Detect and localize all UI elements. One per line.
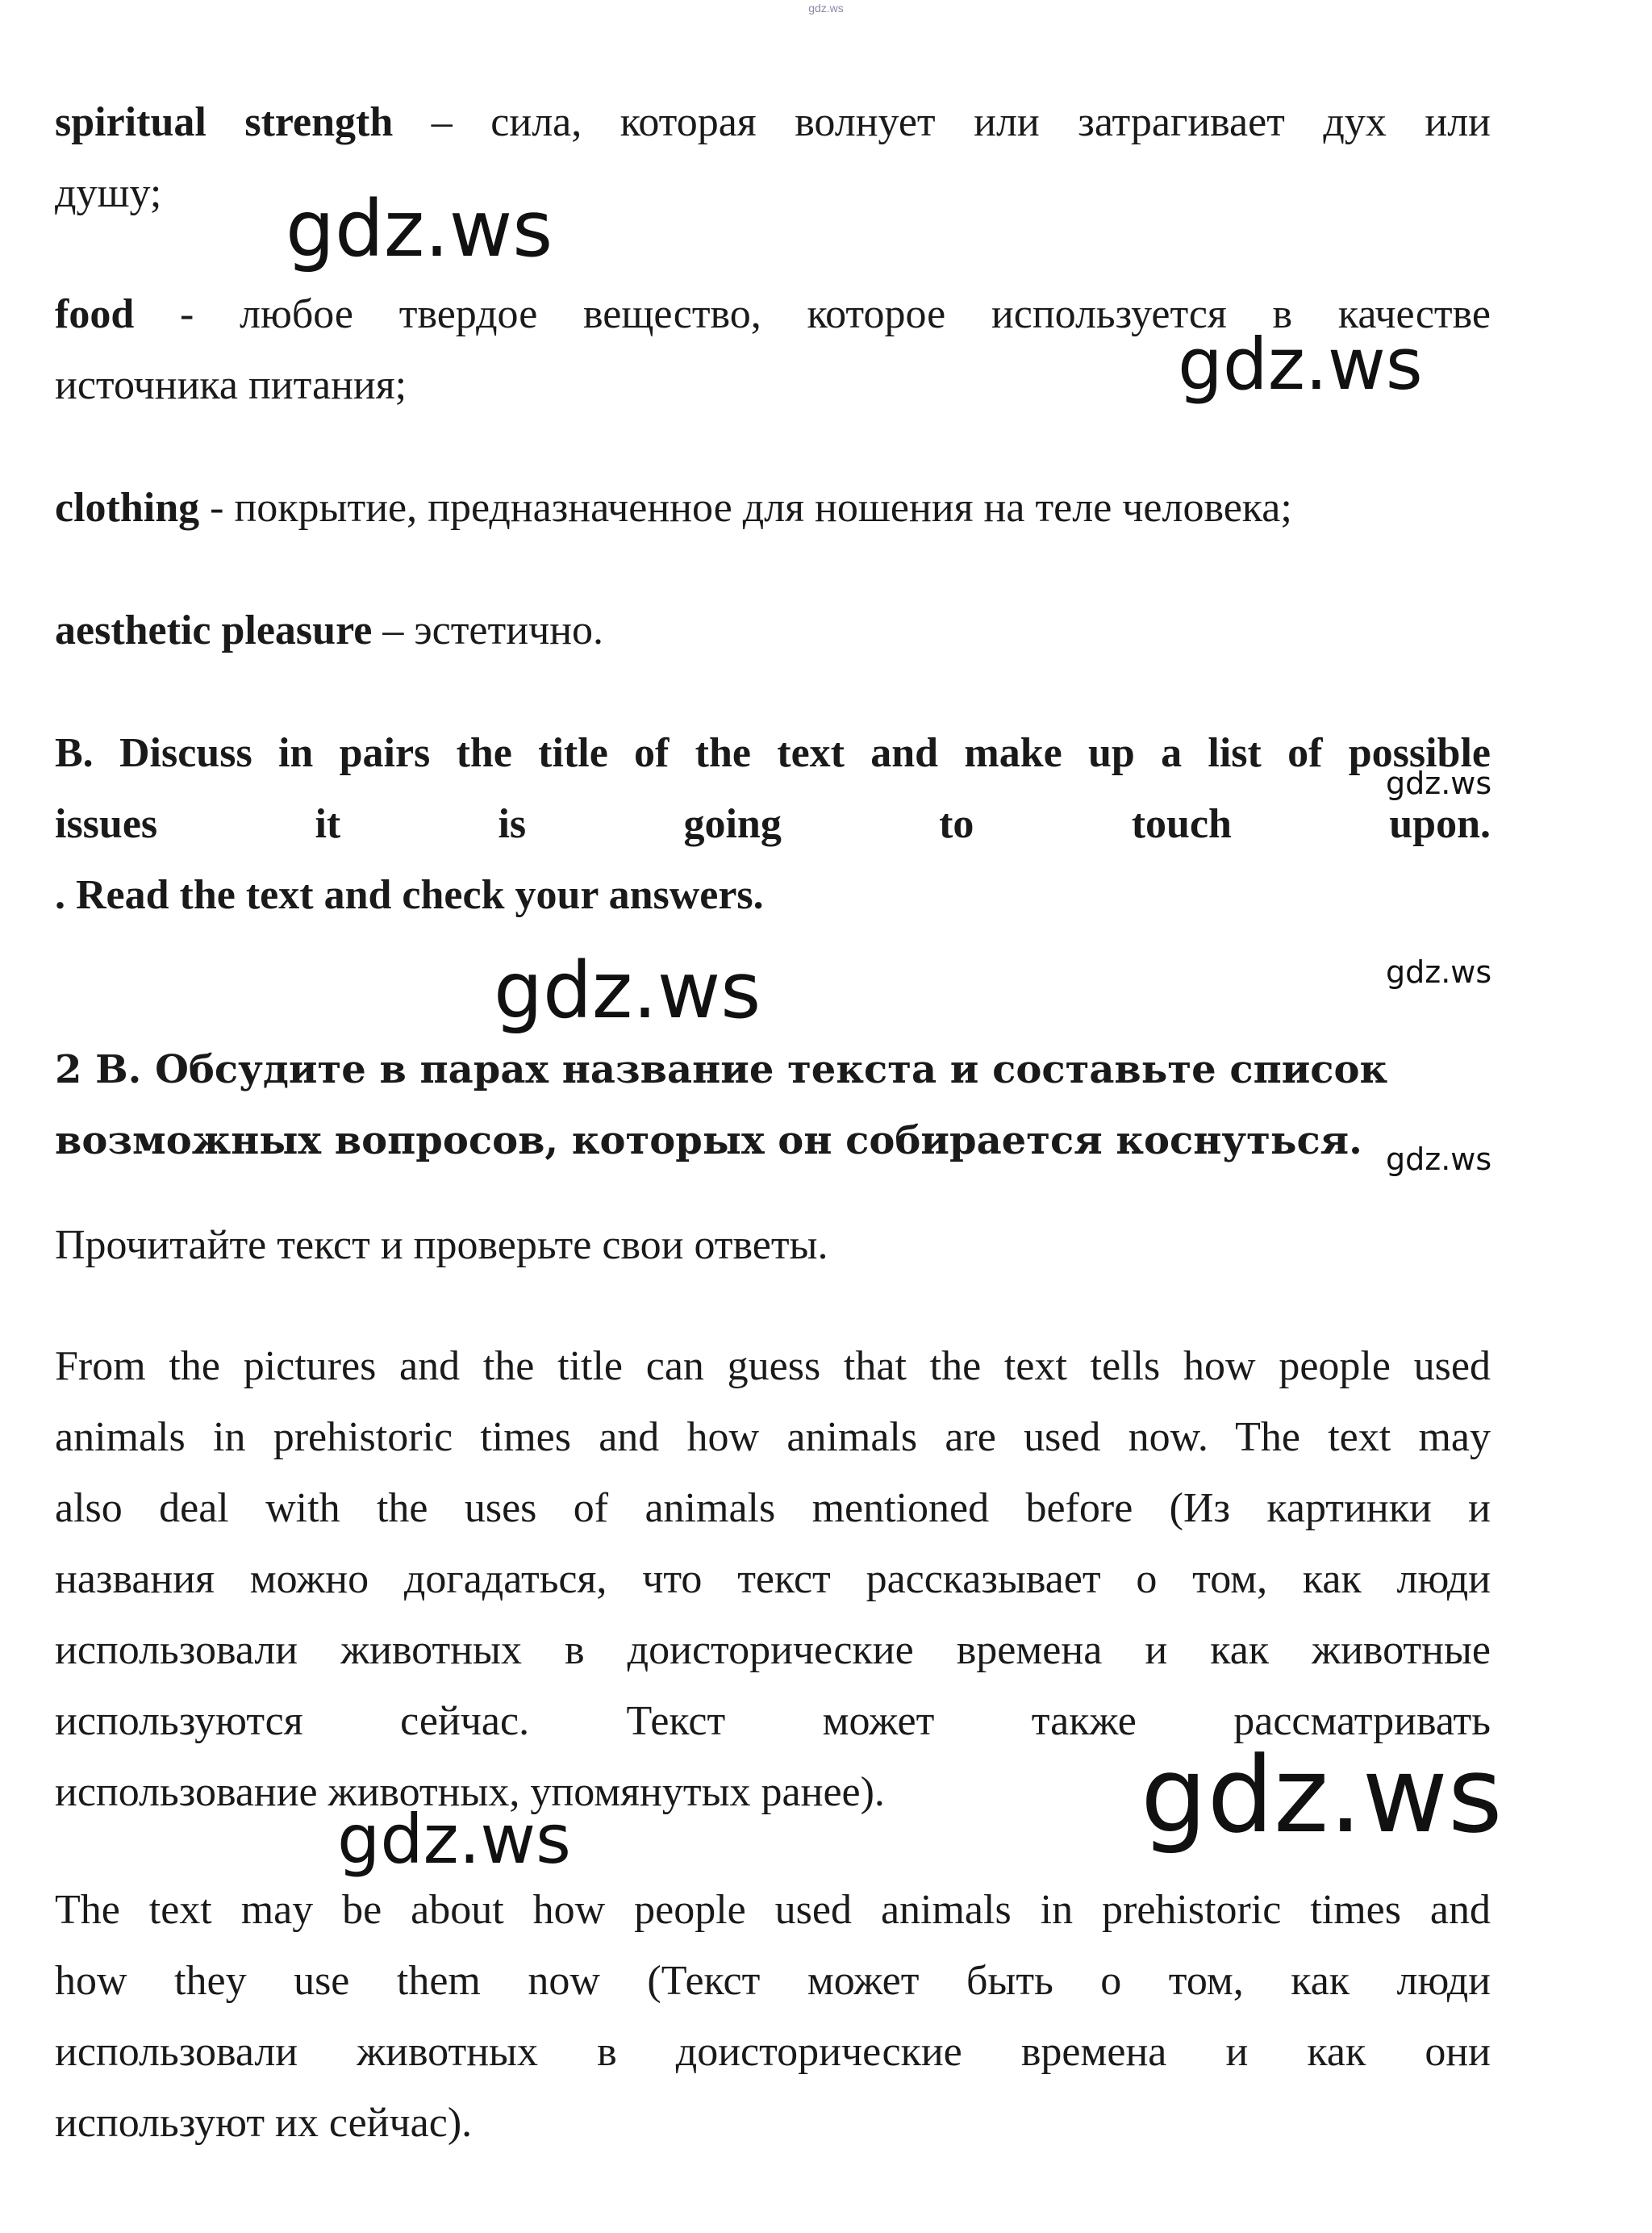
definition-text: сила, которая волнует или затрагивает дух или bbox=[490, 99, 1491, 145]
definition-spiritual-strength bbox=[55, 87, 1491, 229]
definition-text-continued: источника питания; bbox=[55, 362, 407, 408]
read-instruction bbox=[55, 1210, 1491, 1281]
definition-term: food bbox=[55, 291, 135, 337]
definition-text-continued: душу; bbox=[55, 170, 162, 216]
answer-line: использовали животных в доисторические времена и как они bbox=[55, 2029, 1491, 2075]
task-b-translation-line: 2 В. Обсудите в парах название текста и составьте список bbox=[55, 1047, 1388, 1092]
read-instruction-text: Прочитайте текст и проверьте свои ответы. bbox=[55, 1222, 828, 1268]
definition-term: clothing bbox=[55, 485, 200, 531]
answer-line: animals in prehistoric times and how animals are used now. The text may bbox=[55, 1414, 1491, 1460]
definition-aesthetic-pleasure bbox=[55, 595, 1491, 666]
task-b-translation-line: возможных вопросов, которых он собирается коснуться. bbox=[55, 1118, 1362, 1163]
watermark: gdz.ws bbox=[337, 1800, 571, 1879]
definition-separator: – bbox=[372, 607, 415, 653]
definition-text: покрытие, предназначенное для ношения на теле человека; bbox=[234, 485, 1292, 531]
definition-clothing bbox=[55, 473, 1491, 544]
task-b-line: issues it is going to touch upon. bbox=[55, 801, 1491, 847]
watermark: gdz.ws bbox=[1386, 766, 1492, 801]
definition-separator: - bbox=[199, 485, 235, 531]
definition-text: эстетично. bbox=[414, 607, 604, 653]
watermark: gdz.ws bbox=[1386, 1142, 1492, 1177]
answer-line: From the pictures and the title can guess that the text tells how people used bbox=[55, 1343, 1491, 1389]
watermark: gdz.ws bbox=[494, 945, 761, 1036]
definition-term: spiritual strength bbox=[55, 99, 394, 145]
answer-line: also deal with the uses of animals mentioned before (Из картинки и bbox=[55, 1485, 1491, 1531]
definition-term: aesthetic pleasure bbox=[55, 607, 373, 653]
answer-line: использование животных, упомянутых ранее). bbox=[55, 1769, 885, 1815]
task-b-line: B. Discuss in pairs the title of the text and make up a list of possible bbox=[55, 730, 1491, 776]
watermark: gdz.ws bbox=[1386, 954, 1492, 990]
top-watermark: gdz.ws bbox=[808, 2, 844, 15]
answer-line: названия можно догадаться, что текст рассказывает о том, как люди bbox=[55, 1556, 1491, 1602]
task-b-line: . Read the text and check your answers. bbox=[55, 872, 764, 918]
answer-line: использовали животных в доисторические времена и как животные bbox=[55, 1627, 1491, 1673]
definition-text: любое твердое вещество, которое используется в качестве bbox=[240, 291, 1491, 337]
answer-paragraph-2 bbox=[55, 1875, 1491, 2159]
answer-line: используют их сейчас). bbox=[55, 2100, 473, 2146]
answer-line: how they use them now (Текст может быть о том, как люди bbox=[55, 1958, 1491, 2004]
answer-line: The text may be about how people used animals in prehistoric times and bbox=[55, 1887, 1491, 1933]
answer-line: используются сейчас. Текст может также рассматривать bbox=[55, 1698, 1491, 1744]
definition-separator: - bbox=[134, 291, 240, 337]
definition-separator: – bbox=[393, 99, 491, 145]
watermark: gdz.ws bbox=[286, 184, 553, 274]
watermark: gdz.ws bbox=[1141, 1734, 1503, 1856]
task-b-translation bbox=[55, 1034, 1491, 1176]
task-b-instruction bbox=[55, 718, 1491, 931]
watermark: gdz.ws bbox=[1178, 323, 1423, 406]
